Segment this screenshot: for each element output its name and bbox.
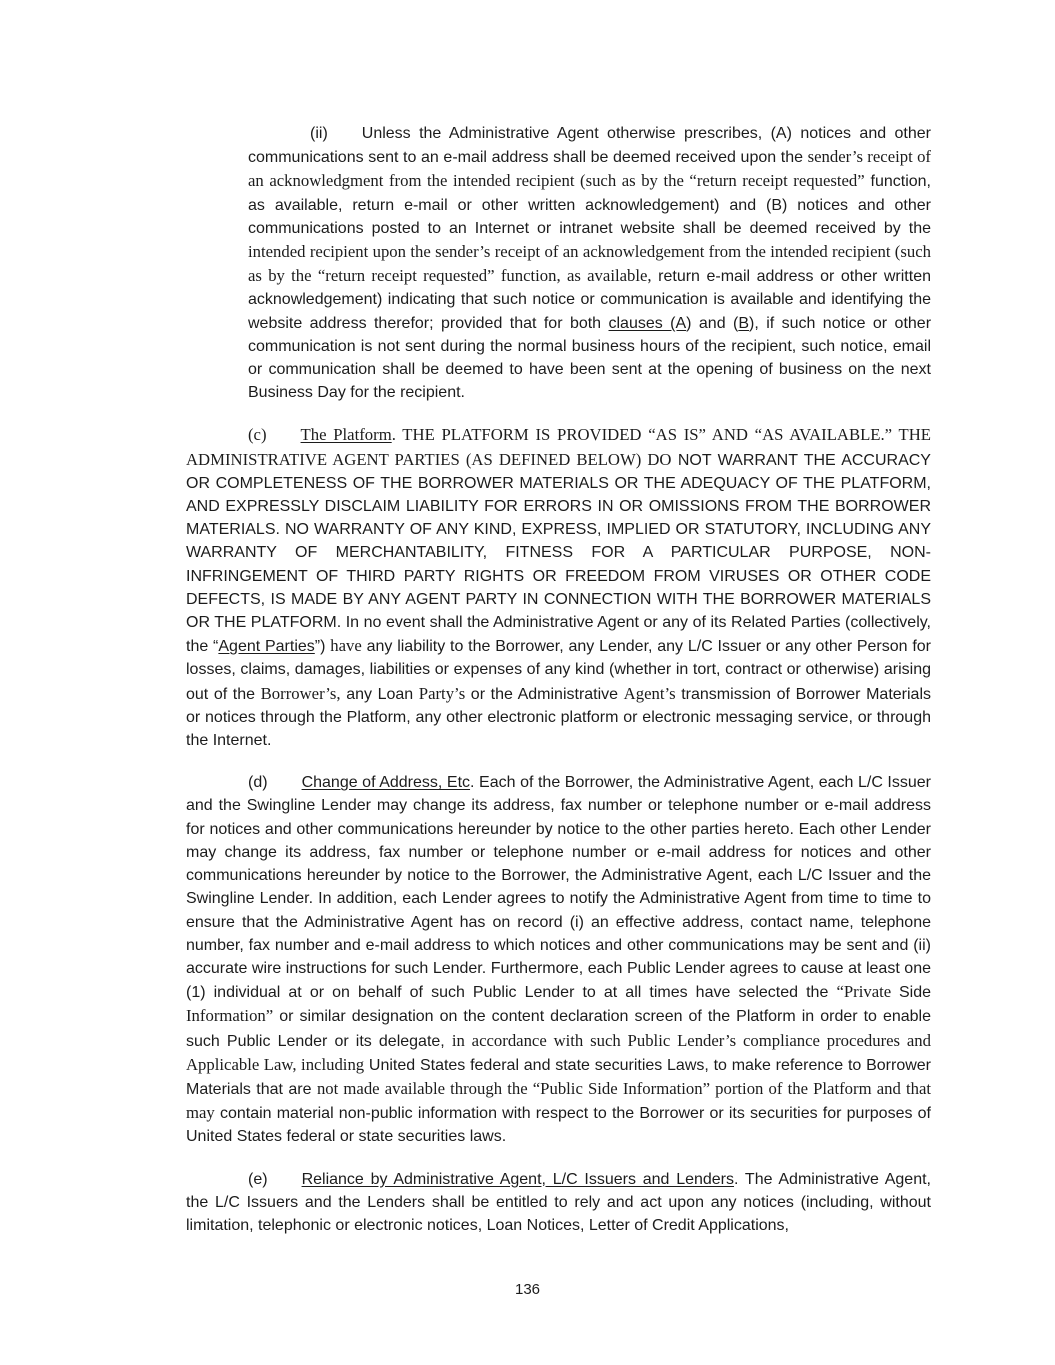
- text-run: ), if such notice or other communication is not sent during the normal business hours of the recipient, such notice, email or communication shall be deemed to have been sent at the opening of business on the next Business Day for the recipient.: [248, 314, 932, 402]
- text-run: Unless the Administrative Agent otherwise prescribes, (A) notices and other communications sent to an e-mail address shall be deemed received upon the: [248, 125, 931, 167]
- text-run: Side: [898, 984, 931, 1002]
- text-run: Information”: [186, 1006, 274, 1026]
- paragraph-c: [186, 423, 931, 752]
- underlined-term: clauses (A: [608, 314, 687, 332]
- text-run: intended recipient upon the sender’s receipt of an acknowledgement from the intended recipient (such as by the “return receipt requested” function, as available,: [248, 242, 931, 286]
- page-footer: [0, 1281, 1055, 1298]
- text-run: . The Administrative Agent, the L/C Issuers and the Lenders shall be entitled to rely and act upon any notices (including, without limitation, telephonic or electronic notices, Loan Notices, Letter of Credit Applications,: [186, 1170, 931, 1234]
- paragraph-d: [186, 771, 931, 1148]
- underlined-term: The Platform: [300, 425, 392, 445]
- text-run: Party’s: [418, 683, 466, 703]
- text-run: not made available through the “Public Side Information” portion of the Platform and that may: [186, 1078, 932, 1123]
- page-number: 136: [514, 1281, 541, 1298]
- text-run: any liability to the Borrower, any Lender, any L/C Issuer or any other Person for losses, claims, damages, liabilities or expenses of any kind (whether in tort, contract or otherwise) arising out of the: [186, 638, 931, 703]
- text-run: sender’s receipt of an acknowledgment from the intended recipient (such as by the “return receipt requested”: [248, 147, 931, 191]
- text-run: any Loan: [340, 685, 419, 703]
- paragraph-ii: [248, 122, 931, 404]
- text-run: return e-mail address or other written acknowledgement) indicating that such notice or communication is available and identifying the website address therefor; provided that for both: [248, 268, 931, 332]
- paragraph-label: (e): [248, 1170, 268, 1188]
- paragraph-label: (ii): [310, 125, 328, 142]
- paragraph-label: (d): [248, 774, 268, 792]
- text-run: in accordance with such Public Lender’s compliance procedures and Applicable Law, including: [186, 1030, 931, 1074]
- underlined-term: Agent Parties: [218, 638, 315, 656]
- paragraph-label: (c): [248, 425, 267, 445]
- text-run: . THE PLATFORM IS PROVIDED “AS IS” AND “AS AVAILABLE.” THE ADMINISTRATIVE AGENT PARTIES (AS DEFINED BELOW) DO: [186, 425, 931, 469]
- text-run: or the Administrative: [465, 685, 624, 703]
- text-run: or similar designation on the content declaration screen of the Platform in order to enable such Public Lender or its delegate,: [186, 1008, 931, 1050]
- text-run: Agent’s: [623, 683, 676, 703]
- underlined-term: Reliance by Administrative Agent, L/C Issuers and Lenders: [301, 1170, 735, 1188]
- text-run: . Each of the Borrower, the Administrative Agent, each L/C Issuer and the Swingline Lender may change its address, fax number or telephone number or e-mail address for notices and other communications hereunder by notice to the other parties hereto. Each other Lender may change its address, fax number or telephone number or e-mail address for notices and other communications hereunder by notice to the Borrower, the Administrative Agent, each L/C Issuer and the Swingline Lender. In addition, each Lender agrees to notify the Administrative Agent from time to time to ensure that the Administrative Agent has on record (i) an effective address, contact name, telephone number, fax number and e-mail address to which notices and other communications may be sent and (ii) accurate wire instructions for such Lender. Furthermore, each Public Lender agrees to cause at least one (1) individual at or on behalf of such Public Lender to at all times have selected the: [186, 774, 932, 1002]
- text-run: function, as available, return e-mail or other written acknowledgement) and (B) notices and other communications posted to an Internet or intranet website shall be deemed received by the: [248, 173, 931, 237]
- paragraph-e: [186, 1168, 931, 1238]
- text-run: Borrower’s,: [260, 683, 341, 703]
- text-run: ”): [314, 638, 331, 656]
- text-run: NOT WARRANT THE ACCURACY OR COMPLETENESS OF THE BORROWER MATERIALS OR THE ADEQUACY OF THE PLATFORM, AND EXPRESSLY DISCLAIM LIABILITY FOR ERRORS IN OR OMISSIONS FROM THE BORROWER MATERIALS. NO WARRANTY OF ANY KIND, EXPRESS, IMPLIED OR STATUTORY, INCLUDING ANY WARRANTY OF MERCHANTABILITY, FITNESS FOR A PARTICULAR PURPOSE, NON-INFRINGEMENT OF THIRD PARTY RIGHTS OR FREEDOM FROM VIRUSES OR OTHER CODE DEFECTS, IS MADE BY ANY AGENT PARTY IN CONNECTION WITH THE BORROWER MATERIALS OR THE PLATFORM. In no event shall the Administrative Agent or any of its Related Parties (collectively, the “: [186, 451, 931, 656]
- text-run: “Private: [836, 982, 899, 1002]
- underlined-term: B: [738, 314, 750, 332]
- text-run: transmission of Borrower Materials or notices through the Platform, any other electronic platform or electronic messaging service, or through the Internet.: [186, 685, 932, 750]
- text-run: United States federal and state securities Laws, to make reference to Borrower Materials that are: [186, 1056, 931, 1098]
- text-run: ) and (: [686, 314, 739, 332]
- text-run: contain material non-public information with respect to the Borrower or its securities for purposes of United States federal or state securities laws.: [186, 1105, 931, 1146]
- text-run: have: [330, 636, 362, 656]
- document-body: [186, 122, 931, 1256]
- underlined-term: Change of Address, Etc: [301, 774, 471, 792]
